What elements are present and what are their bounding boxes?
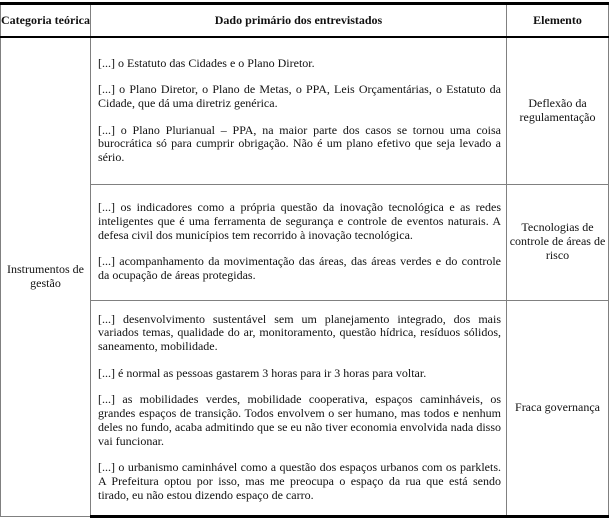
element-cell: Tecnologias de controle de áreas de risco bbox=[507, 184, 609, 300]
quote: [...] o Plano Diretor, o Plano de Metas, o PPA, Leis Orçamentárias, o Estatuto da Cidade, que dá uma diretriz genérica. bbox=[98, 82, 501, 111]
quote: [...] o Estatuto das Cidades e o Plano Diretor. bbox=[98, 55, 315, 70]
quotes-cell bbox=[91, 300, 507, 516]
interview-data-table bbox=[0, 2, 609, 518]
quote: [...] acompanhamento da movimentação das áreas, das áreas verdes e do controle da ocupação de áreas protegidas. bbox=[98, 254, 501, 283]
quote: [...] os indicadores como a própria questão da inovação tecnológica e as redes inteligentes que é uma ferramenta de segurança e controle de eventos naturais. A defesa civil dos municípios tem recorrido à inovação tecnológica. bbox=[98, 200, 501, 242]
header-category: Categoria teórica bbox=[1, 4, 91, 38]
quotes-cell bbox=[91, 184, 507, 300]
table-row bbox=[1, 37, 609, 184]
table-row bbox=[1, 184, 609, 300]
category-cell: Instrumentos de gestão bbox=[1, 37, 91, 516]
quote: [...] as mobilidades verdes, mobilidade cooperativa, espaços caminháveis, os grandes espaços de transição. Todos envolvem o ser humano, mas todos e nenhum deles no fundo, acaba admitindo que se eu não tiver economia envolvida nada disso vai funcionar. bbox=[98, 392, 501, 448]
table-row bbox=[1, 300, 609, 516]
element-cell: Fraca governança bbox=[507, 300, 609, 516]
quote: [...] é normal as pessoas gastarem 3 horas para ir 3 horas para voltar. bbox=[98, 365, 427, 380]
quote: [...] o urbanismo caminhável como a questão dos espaços urbanos com os parklets. A Prefeitura optou por isso, mas me preocupa o espaço da rua que está sendo tirado, eu não estou dizendo espaço de carro. bbox=[98, 460, 501, 502]
quote: [...] desenvolvimento sustentável sem um planejamento integrado, dos mais variados temas, qualidade do ar, monitoramento, questão hídrica, resíduos sólidos, saneamento, mobilidade. bbox=[98, 311, 501, 354]
header-data: Dado primário dos entrevistados bbox=[91, 4, 507, 38]
quotes-cell bbox=[91, 37, 507, 184]
header-element: Elemento bbox=[507, 4, 609, 38]
element-cell: Deflexão da regulamentação bbox=[507, 37, 609, 184]
header-row bbox=[1, 4, 609, 38]
quote: [...] o Plano Plurianual – PPA, na maior parte dos casos se tornou uma coisa burocrática só para cumprir obrigação. Não é um plano efetivo que seja levado a sério. bbox=[98, 122, 501, 165]
